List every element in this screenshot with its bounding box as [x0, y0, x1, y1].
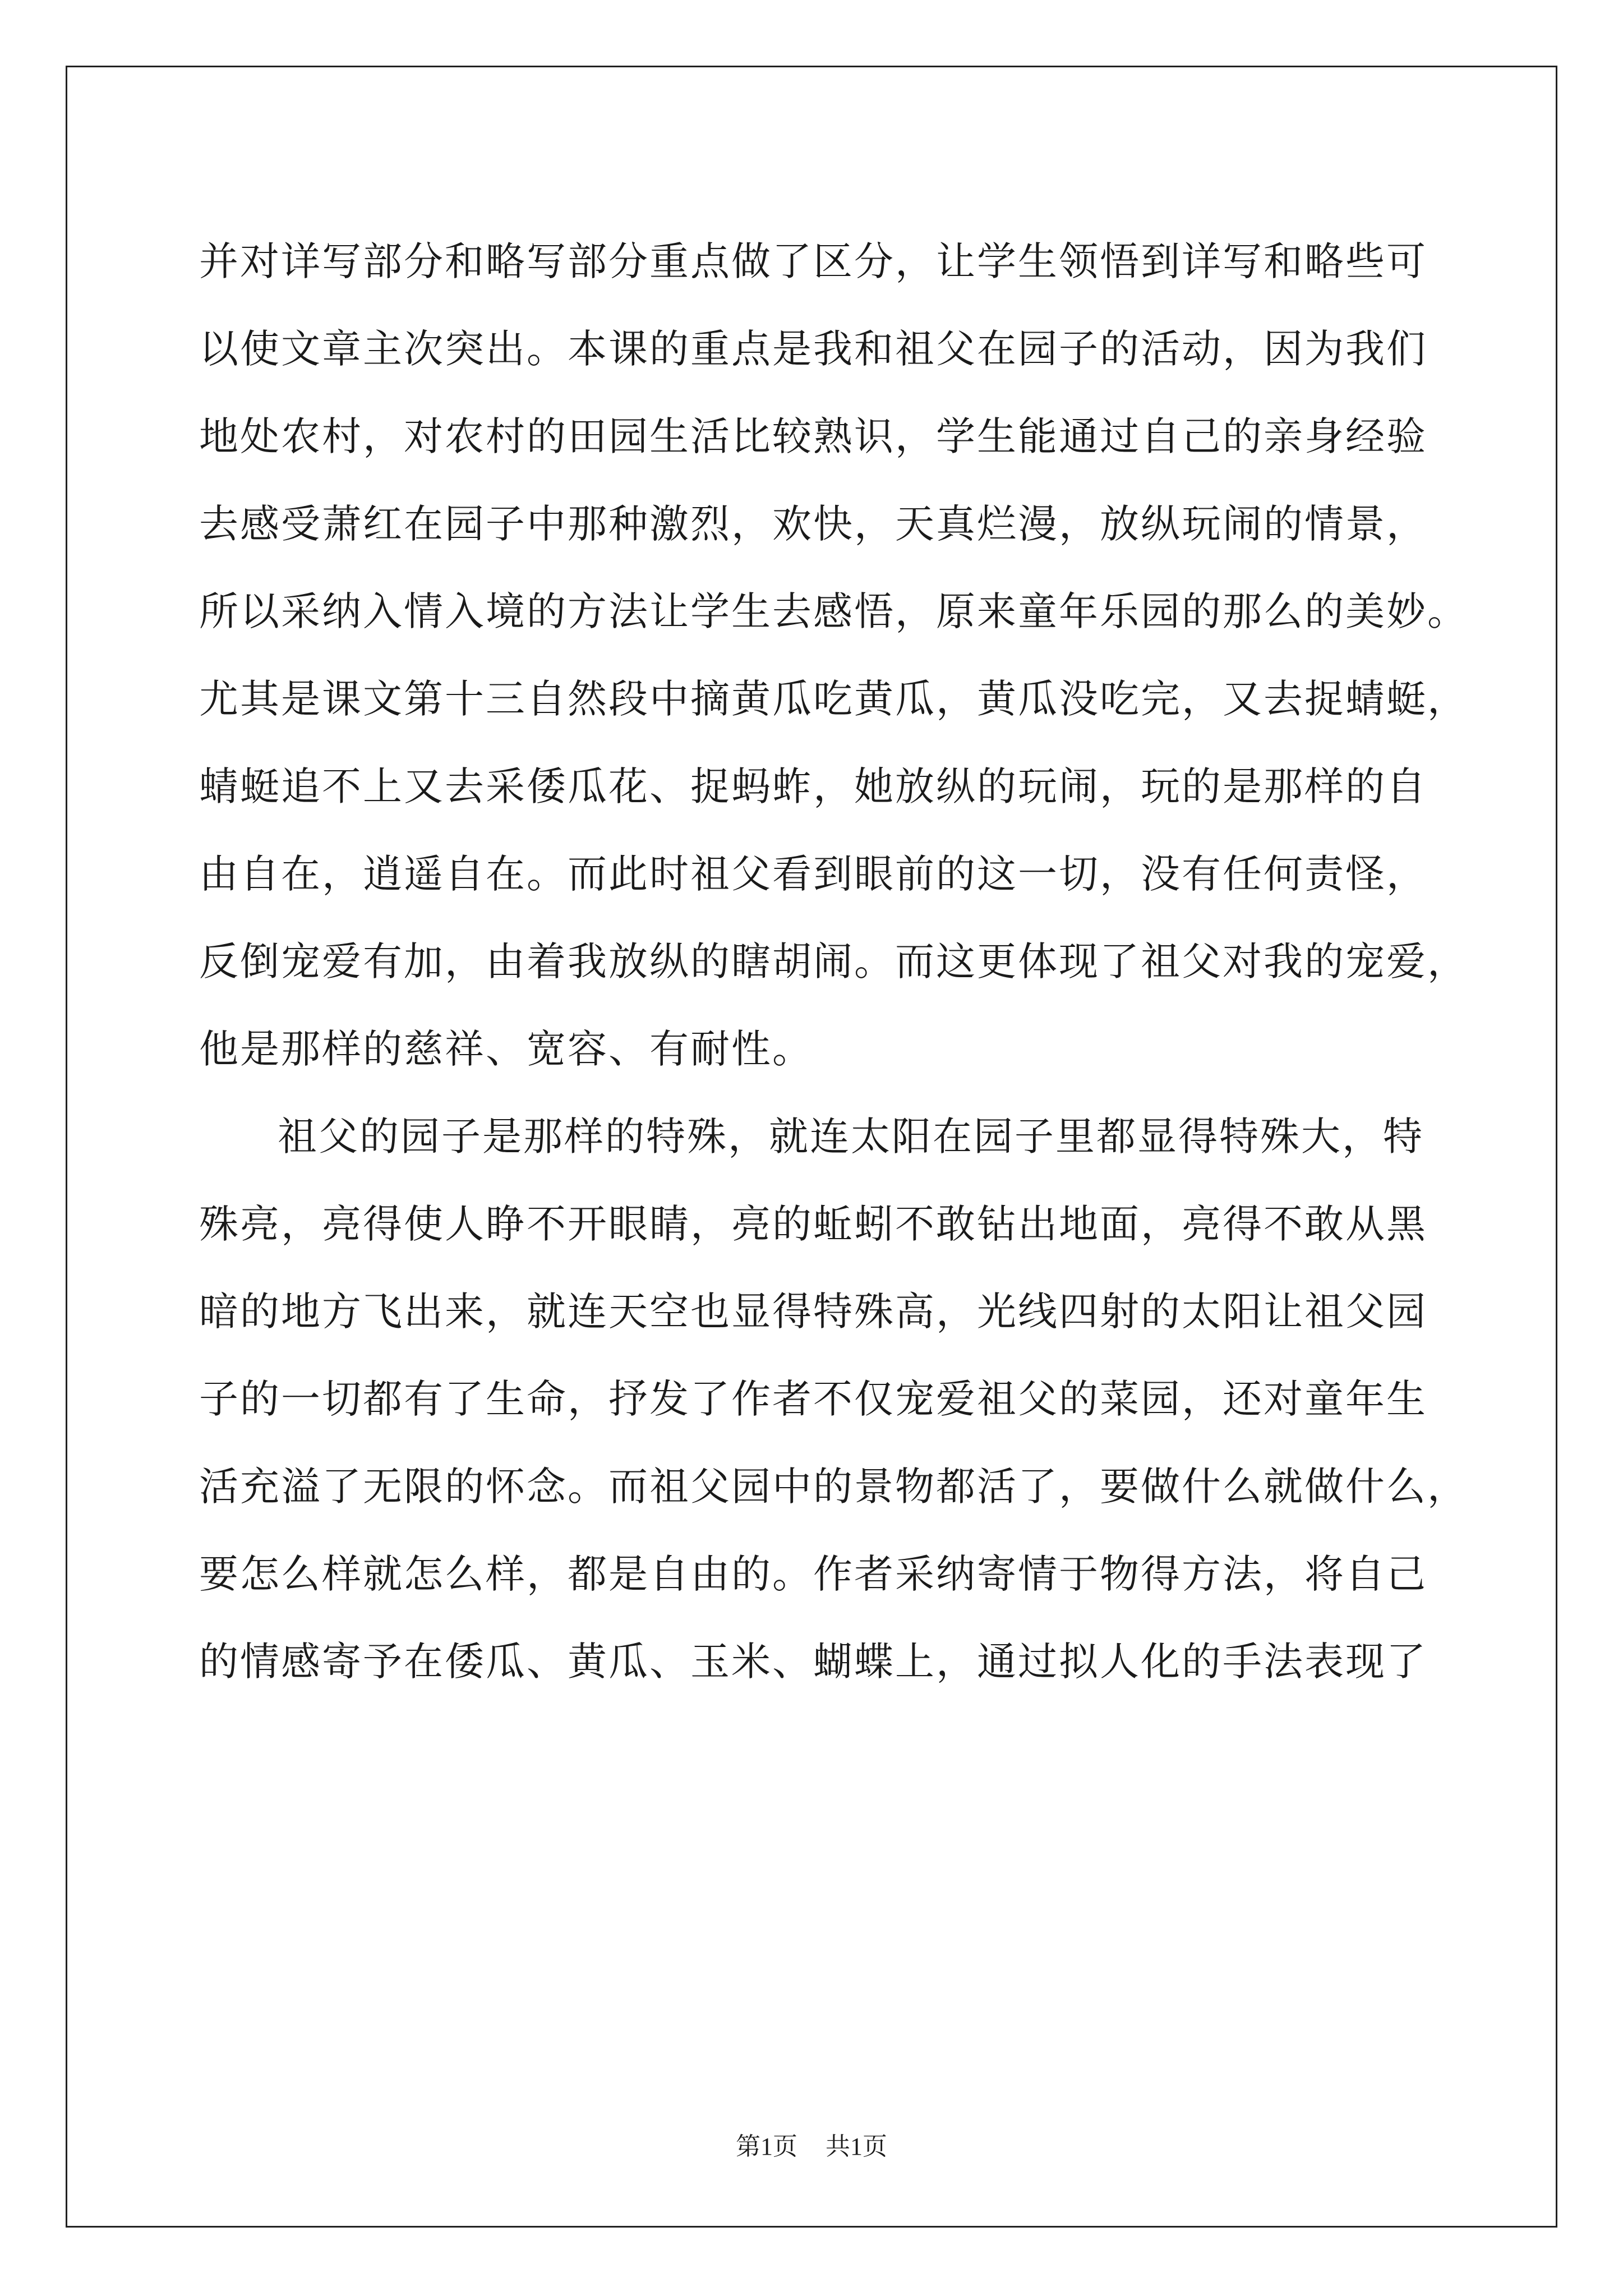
page-total: 共1页 [826, 2133, 887, 2160]
text-line: 地处农村，对农村的田园生活比较熟识，学生能通过自己的亲身经验 [199, 413, 1427, 459]
text-line: 去感受萧红在园子中那种激烈，欢快，天真烂漫，放纵玩闹的情景， [199, 501, 1427, 547]
text-line: 蜻蜓追不上又去采倭瓜花、捉蚂蚱，她放纵的玩闹，玩的是那样的自 [199, 763, 1427, 809]
document-body [199, 218, 1468, 1705]
paragraph-start-line: 祖父的园子是那样的特殊，就连太阳在园子里都显得特殊大，特 [278, 1114, 1424, 1159]
text-line: 活充溢了无限的怀念。而祖父园中的景物都活了，要做什么就做什么， [199, 1464, 1468, 1510]
text-line: 反倒宠爱有加，由着我放纵的瞎胡闹。而这更体现了祖父对我的宠爱， [199, 938, 1468, 984]
page-number: 第1页 [736, 2133, 797, 2160]
text-line: 暗的地方飞出来，就连天空也显得特殊高，光线四射的太阳让祖父园 [199, 1289, 1427, 1335]
text-line: 以使文章主次突出。本课的重点是我和祖父在园子的活动，因为我们 [199, 326, 1427, 372]
text-line: 殊亮，亮得使人睁不开眼睛，亮的蚯蚓不敢钻出地面，亮得不敢从黑 [199, 1201, 1427, 1247]
text-line: 所以采纳入情入境的方法让学生去感悟，原来童年乐园的那么的美妙。 [199, 588, 1468, 634]
page-footer [0, 2126, 1623, 2162]
text-line: 子的一切都有了生命，抒发了作者不仅宠爱祖父的菜园，还对童年生 [199, 1376, 1427, 1422]
text-line: 他是那样的慈祥、宽容、有耐性。 [199, 1026, 813, 1072]
text-line: 并对详写部分和略写部分重点做了区分，让学生领悟到详写和略些可 [199, 238, 1427, 284]
text-line: 尤其是课文第十三自然段中摘黄瓜吃黄瓜，黄瓜没吃完，又去捉蜻蜓， [199, 676, 1468, 722]
text-line: 的情感寄予在倭瓜、黄瓜、玉米、蝴蝶上，通过拟人化的手法表现了 [199, 1639, 1427, 1685]
text-line: 由自在，逍遥自在。而此时祖父看到眼前的这一切，没有任何责怪， [199, 851, 1427, 897]
text-line: 要怎么样就怎么样，都是自由的。作者采纳寄情于物得方法，将自己 [199, 1551, 1427, 1597]
